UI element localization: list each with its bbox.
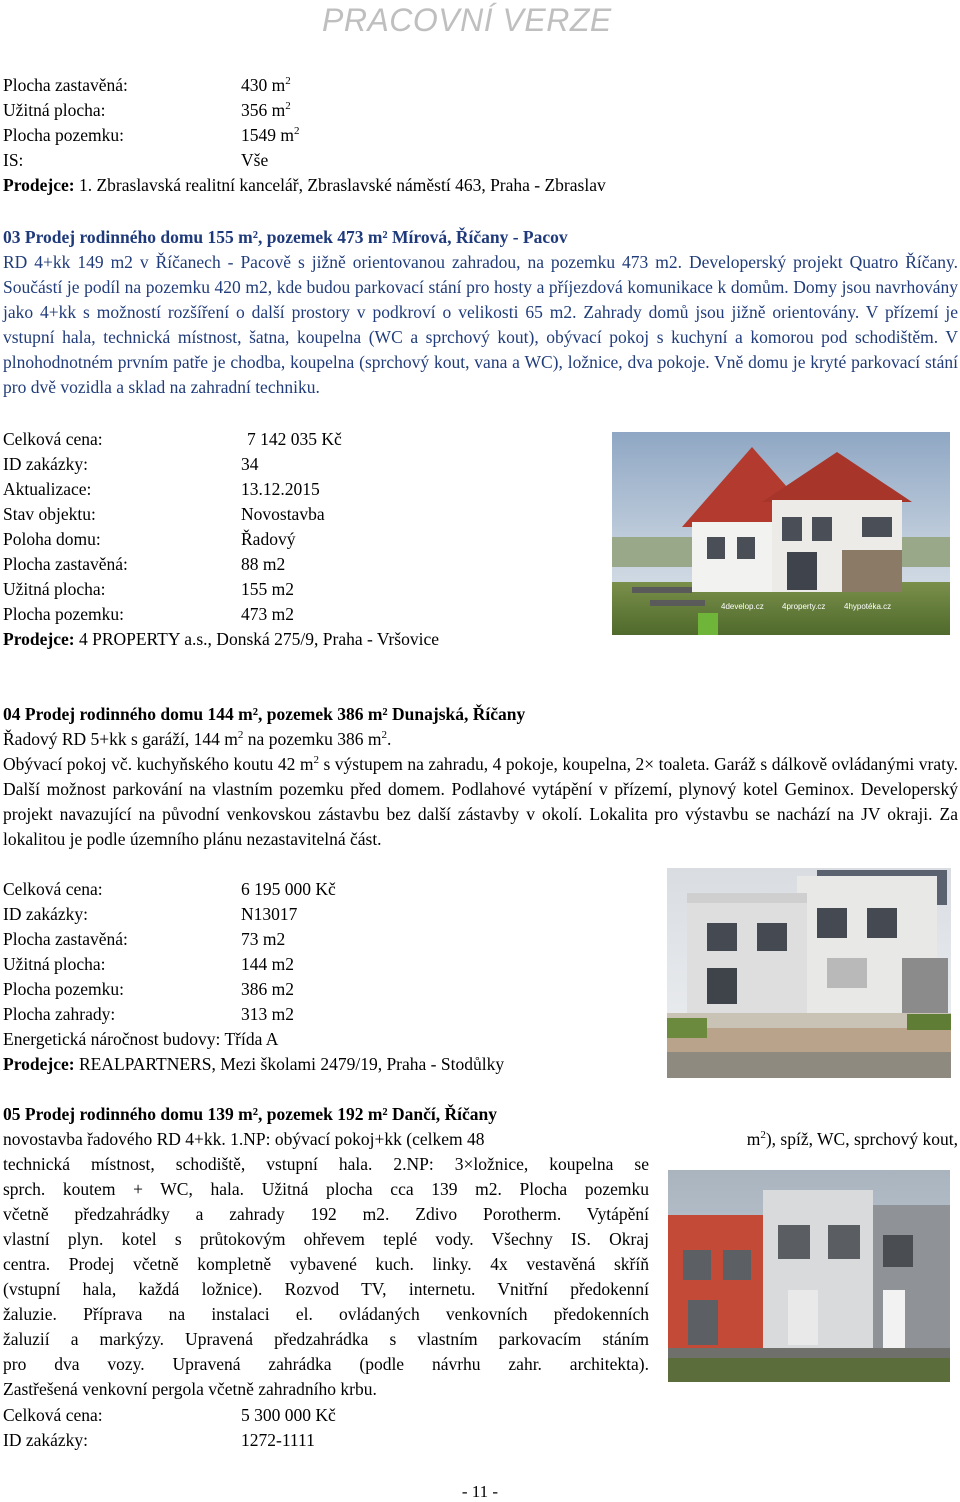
field-value: Vše — [241, 150, 269, 170]
field-row — [3, 952, 294, 977]
listing-03-description: RD 4+kk 149 m2 v Říčanech - Pacově s jižně orientovanou zahradou, na pozemku 473 m2. Developerský projekt Quatro Říčany. Součástí je podíl na pozemku 420 m2, kde budou parkovací stání pro hosty a příjezdová komunikace k domům. Domy jsou navrhovány jako 4+kk s možností rozšíření o další prostory v podkroví o velikosti 65 m2. Zahrady domů jsou jižně orientovány. V přízemí je vstupní hala, technická místnost, šatna, koupelna (WC a sprchový kout), obývací pokoj s kuchyní a komorou pod schodištěm. V plnohodnotném prvním patře je chodba, koupelna (sprchový kout, vana a WC), ložnice, dva pokoje. Vně domu je kryté parkovací stání pro dvě vozidla a sklad na zahradní techniku. — [3, 252, 958, 397]
description-line: Zastřešená venkovní pergola včetně zahradního krbu. — [3, 1379, 377, 1399]
field-row — [3, 477, 320, 502]
field-value: 73 m2 — [241, 929, 286, 949]
field-label: Plocha pozemku: — [3, 604, 125, 624]
field-value: N13017 — [241, 904, 298, 924]
description-line: (vstupní hala, každá ložnice). Rozvod TV, internetu. Vnitřní předokenní — [3, 1279, 649, 1299]
photo-caption: 4property.cz — [782, 602, 826, 611]
description-line: centra. Prodej včetně kompletně vybavené kuch. linky. 4x vestavěná skříň — [3, 1254, 649, 1274]
field-label: ID zakázky: — [3, 904, 89, 924]
seller-value: 4 PROPERTY a.s., Donská 275/9, Praha - Vršovice — [74, 629, 439, 649]
house-photo-04 — [667, 868, 951, 1078]
field-row — [3, 73, 291, 98]
photo-caption: 4hypotéka.cz — [844, 602, 892, 611]
superscript: 2 — [285, 100, 291, 112]
superscript: 2 — [294, 125, 300, 137]
field-value: 144 m2 — [241, 954, 294, 974]
field-row — [3, 123, 300, 148]
seller-row — [3, 1052, 504, 1077]
field-value: 5 300 000 Kč — [241, 1405, 336, 1425]
field-value: 7 142 035 Kč — [247, 429, 342, 449]
house-photo-05 — [668, 1170, 950, 1382]
listing-04-title: 04 Prodej rodinného domu 144 m², pozemek 386 m² Dunajská, Říčany — [3, 704, 526, 724]
description-line: žaluzie. Příprava na instalaci el. ovládaných venkovních předokenních — [3, 1304, 649, 1324]
description-line: sprch. koutem + WC, hala. Užitná plocha cca 139 m2. Plocha pozemku — [3, 1179, 649, 1199]
field-value: 1549 m — [241, 125, 294, 145]
field-value: 13.12.2015 — [241, 479, 320, 499]
field-value: Novostavba — [241, 504, 325, 524]
field-label: ID zakázky: — [3, 1430, 89, 1450]
field-value: 155 m2 — [241, 579, 294, 599]
field-label: ID zakázky: — [3, 454, 89, 474]
listing-04-photo — [667, 868, 951, 1078]
description-line: žaluzií a markýzy. Upravená předzahrádka s vlastním parkovacím stáním — [3, 1329, 649, 1349]
field-value: 6 195 000 Kč — [241, 879, 336, 899]
photo-caption: 4develop.cz — [721, 602, 764, 611]
description-line: technická místnost, schodiště, vstupní hala. 2.NP: 3×ložnice, koupelna se — [3, 1154, 649, 1174]
field-row — [3, 877, 336, 902]
field-label: Plocha pozemku: — [3, 125, 125, 145]
field-label: Plocha zastavěná: — [3, 75, 128, 95]
page-number: - 11 - — [461, 1482, 499, 1501]
field-value: 473 m2 — [241, 604, 294, 624]
field-row — [3, 1428, 315, 1453]
listing-04-description: Obývací pokoj vč. kuchyňského koutu 42 $m^2$ s výstupem na zahradu, 4 pokoje, koupelna, 2× toaleta. Garáž s dálkově ovládanými vraty. Další možnost parkování na vlastním pozemku před domem. Podlahové vytápění v přízemí, plynový kotel Geminox. Developerský projekt navazující na původní venkovskou zástavbu bez další zástavby v okolí. Lokalita pro výstavbu se nachází na JV okraji. Za lokalitou je podle územního plánu nezastavitelná část. — [3, 754, 958, 849]
house-photo-03 — [612, 432, 950, 635]
watermark: PRACOVNÍ VERZE — [322, 2, 612, 38]
field-label: Plocha pozemku: — [3, 979, 125, 999]
listing-04-subtitle: Řadový RD 5+kk s garáží, 144 $m^2$ na pozemku 386 $m^2$. — [3, 729, 392, 749]
seller-value: 1. Zbraslavská realitní kancelář, Zbraslavské náměstí 463, Praha - Zbraslav — [74, 175, 606, 195]
field-row — [3, 902, 298, 927]
field-label: Celková cena: — [3, 429, 103, 449]
seller-row — [3, 173, 606, 198]
field-label: IS: — [3, 150, 24, 170]
description-line: vlastní plyn. kotel s průtokovým ohřevem teplé vody. Všechny IS. Okraj — [3, 1229, 649, 1249]
listing-05-title: 05 Prodej rodinného domu 139 m², pozemek 192 m² Dančí, Říčany — [3, 1104, 498, 1124]
field-label: Plocha zahrady: — [3, 1004, 116, 1024]
field-row — [3, 1002, 294, 1027]
listing-03-title: 03 Prodej rodinného domu 155 m², pozemek 473 m² Mírová, Říčany - Pacov — [3, 227, 568, 247]
field-row — [3, 148, 269, 173]
field-row — [3, 98, 291, 123]
listing-05-photo — [668, 1170, 950, 1382]
field-row — [3, 977, 294, 1002]
field-label: Užitná plocha: — [3, 100, 106, 120]
field-value: Řadový — [241, 529, 296, 549]
field-row — [3, 927, 286, 952]
field-value: 313 m2 — [241, 1004, 294, 1024]
field-label: Celková cena: — [3, 1405, 103, 1425]
field-row — [3, 452, 259, 477]
field-row — [3, 502, 325, 527]
listing-05-line: novostavba řadového RD 4+kk. 1.NP: obývací pokoj+kk (celkem 48 $m^2$), spíž, WC, sprchový kout, — [3, 1129, 958, 1149]
field-label: Poloha domu: — [3, 529, 101, 549]
field-row — [3, 427, 342, 452]
description-line: včetně předzahrádky a zahrady 192 m2. Zdivo Porotherm. Vytápění — [3, 1204, 649, 1224]
seller-row — [3, 627, 439, 652]
field-label: Celková cena: — [3, 879, 103, 899]
field-label: Aktualizace: — [3, 479, 92, 499]
field-row — [3, 1403, 336, 1428]
superscript: 2 — [285, 75, 291, 87]
field-label: Plocha zastavěná: — [3, 929, 128, 949]
description-line: pro dva vozy. Upravená zahrádka (podle návrhu zahr. architekta). — [3, 1354, 649, 1374]
field-row — [3, 602, 294, 627]
field-row — [3, 527, 296, 552]
field-label: Užitná plocha: — [3, 954, 106, 974]
field-row — [3, 552, 286, 577]
seller-label: Prodejce: — [3, 1054, 75, 1074]
seller-label: Prodejce: — [3, 629, 75, 649]
field-value: 356 m — [241, 100, 286, 120]
field-value: 34 — [241, 454, 259, 474]
field-value: 1272-1111 — [241, 1430, 315, 1450]
field-row — [3, 577, 294, 602]
listing-05-description — [3, 1152, 649, 1402]
listing-03-photo — [612, 432, 950, 635]
energy-rating: Energetická náročnost budovy: Třída A — [3, 1029, 279, 1049]
field-label: Užitná plocha: — [3, 579, 106, 599]
field-value: 88 m2 — [241, 554, 286, 574]
field-value: 430 m — [241, 75, 286, 95]
seller-value: REALPARTNERS, Mezi školami 2479/19, Praha - Stodůlky — [74, 1054, 505, 1074]
field-label: Stav objektu: — [3, 504, 96, 524]
seller-label: Prodejce: — [3, 175, 75, 195]
field-value: 386 m2 — [241, 979, 294, 999]
field-label: Plocha zastavěná: — [3, 554, 128, 574]
